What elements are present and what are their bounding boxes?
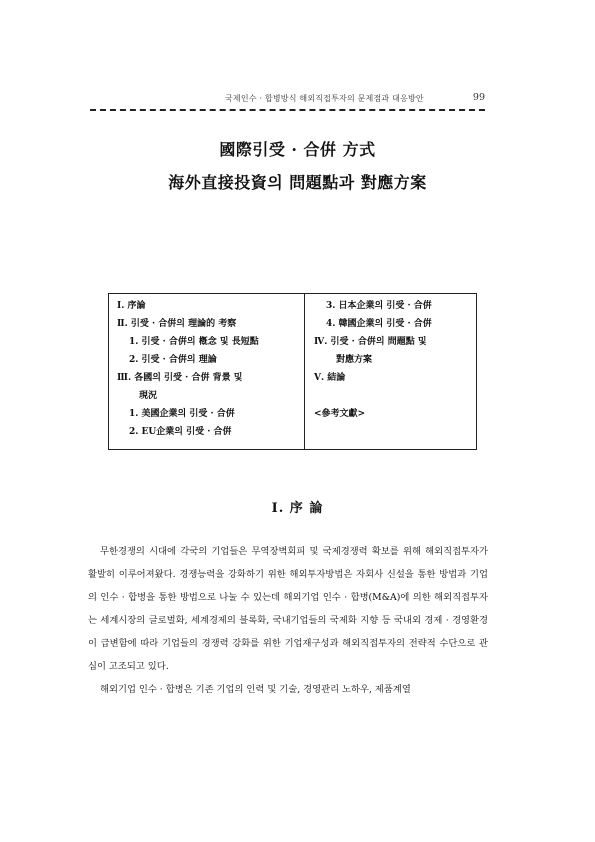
body-text xyxy=(88,540,488,701)
toc-entry: 3. 日本企業의 引受 · 合倂 xyxy=(326,301,432,311)
toc-left-column xyxy=(117,298,302,442)
toc-entry: Ⅲ. 各國의 引受 · 合倂 背景 및 xyxy=(117,373,243,383)
toc-entry: 2. EU企業의 引受 · 合倂 xyxy=(129,427,232,437)
toc-entry: Ⅰ. 序論 xyxy=(117,301,146,311)
title-line-2: 海外直接投資의 問題點과 對應方案 xyxy=(168,173,427,192)
toc-entry-references: <參考文獻> xyxy=(314,409,366,419)
toc-entry: 2. 引受 · 合倂의 理論 xyxy=(129,355,217,365)
paper-title xyxy=(0,137,595,193)
title-line-1: 國際引受 · 合倂 方式 xyxy=(219,140,376,159)
toc-entry: Ⅱ. 引受 · 合倂의 理論的 考察 xyxy=(117,319,237,329)
toc-entry-continuation: 現況 xyxy=(139,391,158,401)
toc-entry: Ⅳ. 引受 · 合倂의 問題點 및 xyxy=(314,337,427,347)
section-heading: Ⅰ. 序 論 xyxy=(271,501,324,516)
table-of-contents xyxy=(108,293,477,450)
header-rule xyxy=(90,109,485,111)
toc-right-column xyxy=(314,298,474,424)
toc-entry-continuation: 對應方案 xyxy=(336,355,373,365)
toc-spacer xyxy=(314,388,474,406)
running-header-title: 국제인수 · 합병방식 해외직접투자의 문제점과 대응방안 xyxy=(225,94,424,103)
page-number: 99 xyxy=(472,92,485,103)
paragraph: 무한경쟁의 시대에 각국의 기업들은 무역장벽회피 및 국제경쟁력 확보를 위해 해외직접투자가 활발히 이루어져왔다. 경쟁능력을 강화하기 위한 해외투자방법은 자회사 신설을 통한 방법과 기업의 인수 · 합병을 통한 방법으로 나눌 수 있는데 해외기업 인수 · 합병(M&A)에 의한 해외직접투자는 세계시장의 글로벌화, 세계경제의 블록화, 국내기업들의 국제화 지향 등 국내외 경제 · 경영환경이 급변함에 따라 기업들의 경쟁력 강화를 위한 기업재구성과 해외직접투자의 전략적 수단으로 관심이 고조되고 있다. xyxy=(88,546,488,672)
toc-entry: 1. 引受 · 合倂의 槪念 및 長短點 xyxy=(129,337,259,347)
toc-entry: 4. 韓國企業의 引受 · 合倂 xyxy=(326,319,432,329)
paragraph: 해외기업 인수 · 합병은 기존 기업의 인력 및 기술, 경영관리 노하우, 제품계열 xyxy=(100,684,411,695)
toc-column-divider xyxy=(304,294,305,449)
toc-entry: 1. 美國企業의 引受 · 合倂 xyxy=(129,409,235,419)
toc-entry: Ⅴ. 結論 xyxy=(314,373,346,383)
